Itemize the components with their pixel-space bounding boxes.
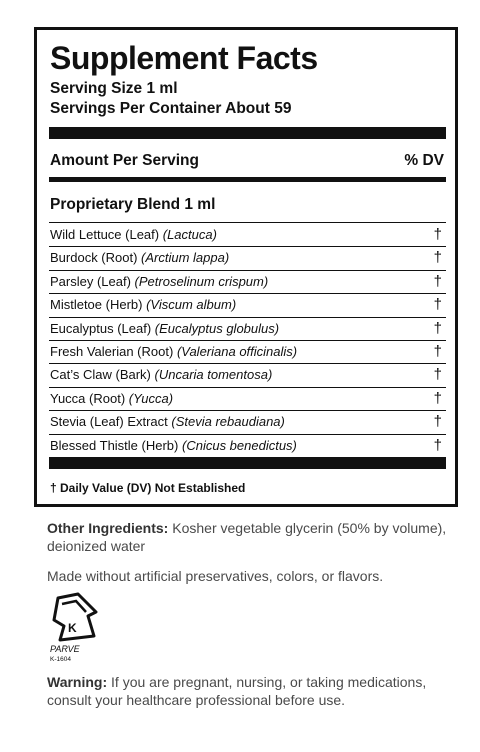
- ingredient-common-name: Stevia (Leaf) Extract: [50, 414, 168, 430]
- servings-per-container: Servings Per Container About 59: [50, 100, 292, 117]
- ingredient-common-name: Parsley (Leaf): [50, 273, 131, 289]
- medium-divider: [49, 177, 446, 182]
- ingredient-row: [49, 435, 446, 458]
- proprietary-blend-label: Proprietary Blend 1 ml: [50, 196, 216, 213]
- warning-label: Warning:: [47, 674, 108, 690]
- ingredient-common-name: Burdock (Root): [50, 250, 138, 266]
- dagger-mark: †: [433, 389, 442, 407]
- kosher-k-icon: [44, 592, 100, 664]
- dagger-mark: †: [433, 226, 442, 243]
- supplement-facts-panel: [34, 27, 458, 507]
- ingredient-row: [49, 364, 446, 387]
- ingredient-list: [49, 224, 446, 458]
- dagger-mark: †: [433, 342, 442, 360]
- dagger-mark: †: [433, 272, 442, 290]
- other-ingredients-text: Kosher vegetable glycerin (50% by volume), deionized water: [47, 520, 447, 554]
- other-ingredients-label: Other Ingredients:: [47, 520, 169, 536]
- ingredient-row: [49, 294, 446, 317]
- warning-statement: [47, 673, 447, 709]
- kosher-code: K-1604: [50, 656, 71, 663]
- ingredient-common-name: Blessed Thistle (Herb): [50, 437, 179, 453]
- dagger-mark: †: [433, 296, 442, 314]
- ingredient-row: [49, 388, 446, 411]
- ingredient-common-name: Cat’s Claw (Bark): [50, 367, 151, 383]
- ingredient-common-name: Fresh Valerian (Root): [50, 343, 174, 359]
- ingredient-row: [49, 247, 446, 270]
- ingredient-latin-name: (Valeriana officinalis): [176, 343, 298, 359]
- ingredient-common-name: Mistletoe (Herb): [50, 297, 143, 313]
- ingredient-common-name: Wild Lettuce (Leaf): [50, 227, 160, 242]
- ingredient-latin-name: (Cnicus benedictus): [182, 437, 297, 453]
- ingredient-latin-name: (Petroselinum crispum): [134, 273, 269, 289]
- dagger-mark: †: [433, 366, 442, 384]
- amount-per-serving-label: Amount Per Serving: [50, 152, 199, 169]
- dagger-mark: †: [433, 436, 442, 454]
- ingredient-common-name: Eucalyptus (Leaf): [50, 320, 152, 336]
- ingredient-row: [49, 411, 446, 434]
- dv-footnote: † Daily Value (DV) Not Established: [50, 481, 246, 495]
- dv-header: % DV: [404, 152, 444, 169]
- kosher-letter: K: [68, 621, 77, 635]
- ingredient-latin-name: (Arctium lappa): [141, 250, 230, 266]
- blend-divider: [49, 222, 446, 223]
- ingredient-row: [49, 341, 446, 364]
- dagger-mark: †: [433, 249, 442, 267]
- ingredient-latin-name: (Stevia rebaudiana): [171, 414, 285, 430]
- ingredient-common-name: Yucca (Root): [50, 390, 126, 406]
- ingredient-row: [49, 224, 446, 247]
- amount-per-serving-row: [50, 151, 444, 171]
- panel-title: Supplement Facts: [50, 40, 318, 76]
- ingredient-latin-name: (Viscum album): [146, 297, 237, 313]
- ingredient-latin-name: (Uncaria tomentosa): [154, 367, 273, 383]
- ingredient-row: [49, 271, 446, 294]
- kosher-certification-logo: [44, 592, 100, 664]
- other-ingredients: [47, 519, 447, 555]
- ingredient-latin-name: (Yucca): [128, 390, 174, 406]
- warning-text: If you are pregnant, nursing, or taking medications, consult your healthcare professional before use.: [47, 674, 427, 708]
- ingredient-latin-name: (Eucalyptus globulus): [154, 320, 280, 336]
- ingredient-row: [49, 318, 446, 341]
- dagger-mark: †: [433, 413, 442, 431]
- kosher-parve-label: PARVE: [50, 644, 80, 654]
- thick-divider-top: [49, 127, 446, 139]
- serving-size: Serving Size 1 ml: [50, 80, 178, 97]
- dagger-mark: †: [433, 319, 442, 337]
- made-without-statement: Made without artificial preservatives, colors, or flavors.: [47, 568, 384, 584]
- ingredient-latin-name: (Lactuca): [162, 227, 217, 242]
- thick-divider-bottom: [49, 457, 446, 469]
